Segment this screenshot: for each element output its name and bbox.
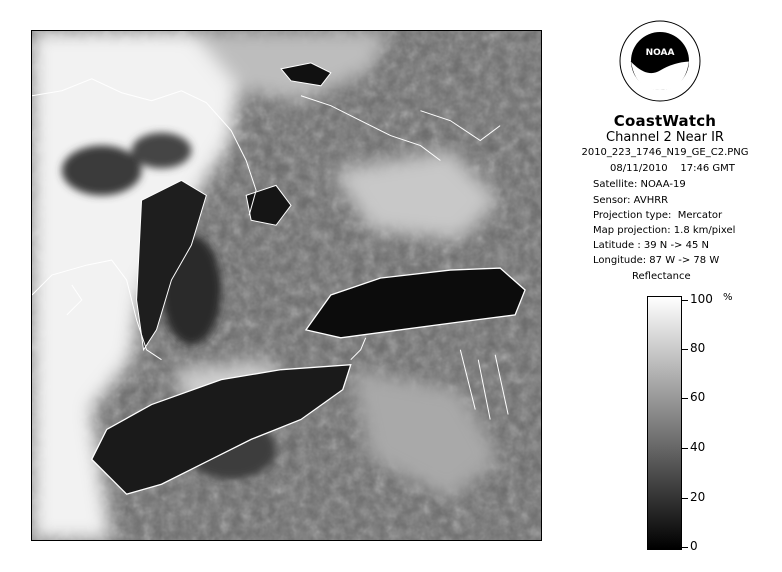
projection-type-label: Projection type: Mercator (593, 210, 723, 221)
colorbar-tick-label: 40 (690, 440, 706, 454)
colorbar-tick-label: 80 (690, 341, 706, 355)
brand-title: CoastWatch (613, 112, 717, 130)
colorbar-tick-label: 100 (690, 292, 713, 306)
map-projection-label: Map projection: 1.8 km/pixel (593, 225, 736, 236)
latitude-label: Latitude : 39 N -> 45 N (593, 240, 709, 251)
colorbar-tick (682, 398, 688, 399)
colorbar-unit: % (723, 292, 733, 303)
colorbar-tick (682, 349, 688, 350)
colorbar-tick-label: 60 (690, 390, 706, 404)
reflectance-colorbar (647, 296, 682, 550)
colorbar-tick (682, 448, 688, 449)
file-name: 2010_223_1746_N19_GE_C2.PNG (581, 147, 749, 158)
date-value: 08/11/2010 (610, 163, 668, 174)
channel-label: Channel 2 Near IR (606, 130, 724, 145)
colorbar-tick (682, 498, 688, 499)
noaa-logo (619, 20, 701, 102)
colorbar-tick-label: 0 (690, 539, 698, 553)
time-value: 17:46 GMT (680, 163, 735, 174)
satellite-image-svg (32, 31, 541, 540)
logo-text: NOAA (645, 48, 675, 58)
date-time-row (610, 163, 735, 174)
satellite-label: Satellite: NOAA-19 (593, 179, 686, 190)
sensor-label: Sensor: AVHRR (593, 195, 669, 206)
longitude-label: Longitude: 87 W -> 78 W (593, 255, 720, 266)
colorbar-tick (682, 547, 688, 548)
colorbar-tick-label: 20 (690, 490, 706, 504)
satellite-image (31, 30, 542, 541)
colorbar-tick (682, 300, 688, 301)
colorbar-title: Reflectance (632, 271, 691, 282)
